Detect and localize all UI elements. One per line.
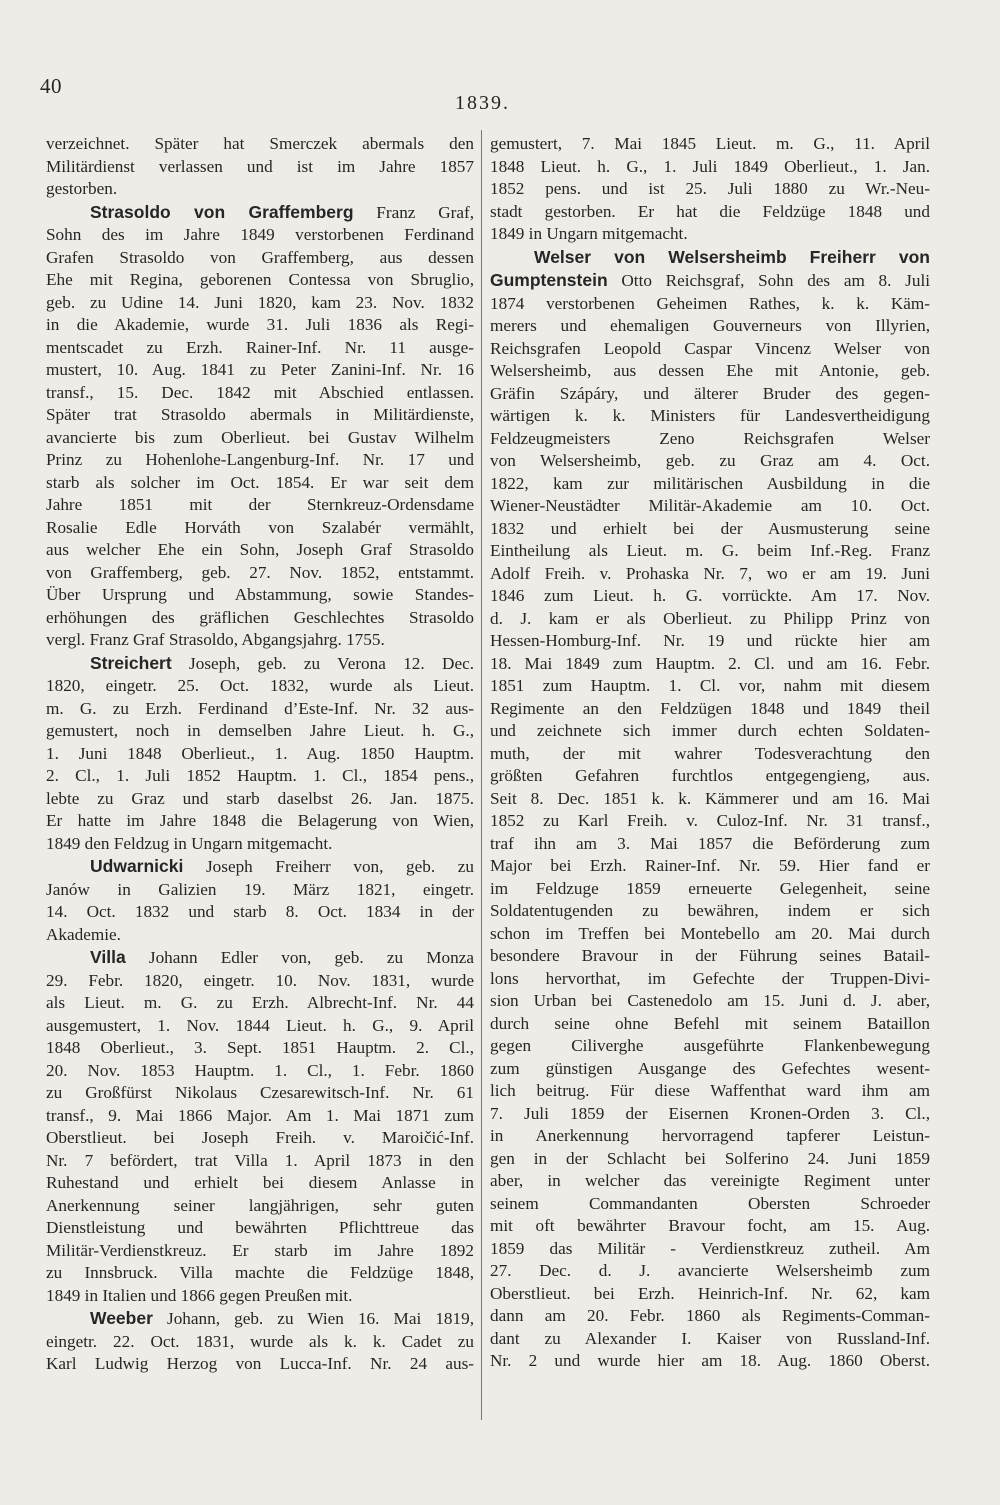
line-text: Über Ursprung und Abstammung, sowie Standes- <box>46 585 474 604</box>
page-number: 40 <box>40 74 62 98</box>
text-line <box>46 901 474 924</box>
line-text: Seit 8. Dec. 1851 k. k. Kämmerer und am 16. Mai <box>490 788 930 808</box>
text-line <box>46 675 474 698</box>
line-text: 1874 verstorbenen Geheimen Rathes, k. k. Käm- <box>490 293 930 313</box>
text-line <box>490 293 930 316</box>
text-line <box>46 924 474 947</box>
text-line <box>46 1127 474 1150</box>
line-text: 1848 Lieut. h. G., 1. Juli 1849 Oberlieut., 1. Jan. <box>490 156 930 176</box>
line-text: mit oft bewährter Bravour focht, am 15. Aug. <box>490 1216 930 1235</box>
text-line <box>46 1217 474 1240</box>
text-line <box>490 833 930 856</box>
line-text: Nr. 7 befördert, trat Villa 1. April 1873 in den <box>46 1150 474 1170</box>
text-line <box>490 630 930 653</box>
text-line <box>490 810 930 833</box>
text-line <box>46 539 474 562</box>
text-line <box>46 584 474 607</box>
line-text: Wiener-Neustädter Militär-Akademie am 10. Oct. <box>490 496 930 515</box>
text-line <box>490 1058 930 1081</box>
line-text: Feldzeugmeisters Zeno Reichsgrafen Welser <box>490 428 930 448</box>
text-line <box>490 698 930 721</box>
text-line <box>46 449 474 472</box>
text-line <box>46 1262 474 1285</box>
text-line <box>46 427 474 450</box>
line-text: seinem Commandanten Obersten Schroeder <box>490 1193 930 1213</box>
line-text: 1846 zum Lieut. h. G. vorrückte. Am 17. Nov. <box>490 586 930 605</box>
line-text: Später trat Strasoldo abermals in Militärdienste, <box>46 405 474 424</box>
text-line <box>490 585 930 608</box>
text-line <box>46 743 474 766</box>
line-text: zu Großfürst Nikolaus Czesarewitsch-Inf. Nr. 61 <box>46 1083 474 1102</box>
text-line <box>46 855 474 879</box>
text-line <box>46 1353 474 1376</box>
line-text: muth, der mit wahrer Todesverachtung den <box>490 743 930 763</box>
line-text: mustert, 10. Aug. 1841 zu Peter Zanini-Inf. Nr. 16 <box>46 360 474 379</box>
text-line <box>490 990 930 1013</box>
text-line <box>490 1305 930 1328</box>
text-line <box>46 1015 474 1038</box>
line-text: schon im Treffen bei Montebello am 20. Mai durch <box>490 923 930 943</box>
text-line <box>46 833 474 856</box>
line-text: 1849 den Feldzug in Ungarn mitgemacht. <box>46 833 333 853</box>
text-line <box>490 495 930 518</box>
text-line <box>46 337 474 360</box>
text-line <box>490 133 930 156</box>
line-text: 1852 zu Karl Freih. v. Culoz-Inf. Nr. 31 transf., <box>490 811 930 830</box>
line-text: Grafen Strasoldo von Graffemberg, aus dessen <box>46 247 474 267</box>
line-text: von Welsersheimb, geb. zu Graz am 4. Oct. <box>490 451 930 470</box>
text-line <box>46 970 474 993</box>
line-text: erhöhungen des gräflichen Geschlechtes Strasoldo <box>46 607 474 627</box>
text-line <box>46 269 474 292</box>
line-text: Karl Ludwig Herzog von Lucca-Inf. Nr. 24 aus- <box>46 1354 474 1373</box>
line-text: als Lieut. m. G. zu Erzh. Albrecht-Inf. Nr. 44 <box>46 993 474 1012</box>
text-line <box>46 810 474 833</box>
line-text: Nr. 2 und wurde hier am 18. Aug. 1860 Oberst. <box>490 1351 930 1370</box>
text-line <box>490 1013 930 1036</box>
text-line <box>490 1035 930 1058</box>
text-line <box>490 1350 930 1373</box>
text-line <box>490 223 930 246</box>
line-text: Franz Graf, <box>353 202 474 222</box>
text-line <box>490 1238 930 1261</box>
text-line <box>46 472 474 495</box>
entry-name: Weeber <box>90 1308 153 1328</box>
line-text: Hessen-Homburg-Inf. Nr. 19 und rückte hier am <box>490 631 930 650</box>
text-line <box>490 473 930 496</box>
line-text: sion Urban bei Castenedolo am 15. Juni d. J. aber, <box>490 991 930 1010</box>
text-line <box>490 1328 930 1351</box>
text-line <box>46 178 474 201</box>
text-line <box>490 788 930 811</box>
text-line <box>46 879 474 902</box>
text-line <box>490 765 930 788</box>
text-line <box>490 383 930 406</box>
line-text: 2. Cl., 1. Juli 1852 Hauptm. 1. Cl., 1854 pens., <box>46 766 474 785</box>
text-line <box>490 518 930 541</box>
text-line <box>46 562 474 585</box>
line-text: d. J. kam er als Oberlieut. zu Philipp Prinz von <box>490 608 930 628</box>
line-text: eingetr. 22. Oct. 1831, wurde als k. k. Cadet zu <box>46 1331 474 1351</box>
text-line <box>46 652 474 676</box>
line-text: 20. Nov. 1853 Hauptm. 1. Cl., 1. Febr. 1860 <box>46 1060 474 1080</box>
line-text: 1852 pens. und ist 25. Juli 1880 zu Wr.-Neu- <box>490 179 930 198</box>
text-line <box>490 178 930 201</box>
line-text: gegen Ciliverghe ausgeführte Flankenbewegung <box>490 1036 930 1055</box>
line-text: Rosalie Edle Horváth von Szalabér vermählt, <box>46 517 474 537</box>
line-text: 14. Oct. 1832 und starb 8. Oct. 1834 in der <box>46 902 474 921</box>
line-text: und zeichnete sich immer durch echten Soldaten- <box>490 721 930 740</box>
line-text: avancierte bis zum Oberlieut. bei Gustav Wilhelm <box>46 427 474 447</box>
line-text: dann am 20. Febr. 1860 als Regiments-Comman- <box>490 1306 930 1325</box>
line-text: Militär-Verdienstkreuz. Er starb im Jahre 1892 <box>46 1240 474 1260</box>
text-line <box>46 698 474 721</box>
text-line <box>46 517 474 540</box>
text-line <box>490 653 930 676</box>
text-line <box>46 1195 474 1218</box>
text-line <box>46 1150 474 1173</box>
text-line <box>46 765 474 788</box>
column-divider <box>481 130 482 1420</box>
text-line <box>46 1331 474 1354</box>
line-text: ausgemustert, 1. Nov. 1844 Lieut. h. G., 9. April <box>46 1015 474 1035</box>
text-line <box>46 224 474 247</box>
text-line <box>490 945 930 968</box>
text-line <box>490 1125 930 1148</box>
line-text: aus welcher Ehe ein Sohn, Joseph Graf Strasoldo <box>46 540 474 559</box>
line-text: Oberstlieut. bei Joseph Freih. v. Maroičić-Inf. <box>46 1128 474 1147</box>
line-text: in die Akademie, wurde 31. Juli 1836 als Regi- <box>46 315 474 334</box>
text-line <box>46 1307 474 1331</box>
text-line <box>490 1148 930 1171</box>
line-text: aber, in welcher das vereinigte Regiment unter <box>490 1171 930 1190</box>
line-text: transf., 15. Dec. 1842 mit Abschied entlassen. <box>46 382 474 402</box>
line-text: 27. Dec. d. J. avancierte Welsersheimb zum <box>490 1261 930 1280</box>
text-line <box>490 1170 930 1193</box>
line-text: Regimente an den Feldzügen 1848 und 1849 theil <box>490 698 930 718</box>
text-line <box>46 292 474 315</box>
line-text: Adolf Freih. v. Prohaska Nr. 7, wo er am 19. Juni <box>490 563 930 583</box>
text-line <box>490 315 930 338</box>
line-text: gemustert, 7. Mai 1845 Lieut. m. G., 11. April <box>490 134 930 153</box>
line-text: merers und ehemaligen Gouverneurs von Illyrien, <box>490 316 930 335</box>
text-line <box>46 629 474 652</box>
text-line <box>490 900 930 923</box>
line-text: lons hervorthat, im Gefechte der Truppen-Divi- <box>490 968 930 988</box>
text-line <box>490 201 930 224</box>
line-text: Er hatte im Jahre 1848 die Belagerung von Wien, <box>46 811 474 830</box>
line-text: m. G. zu Erzh. Ferdinand d’Este-Inf. Nr. 32 aus- <box>46 698 474 718</box>
text-line <box>46 382 474 405</box>
text-line <box>490 1283 930 1306</box>
line-text: lebte zu Graz und starb daselbst 26. Jan. 1875. <box>46 788 474 808</box>
text-line <box>490 246 930 270</box>
text-line <box>46 201 474 225</box>
line-text: Ehe mit Regina, geborenen Contessa von Sbruglio, <box>46 270 474 289</box>
line-text: zum günstigen Ausgange des Gefechtes wesent- <box>490 1058 930 1078</box>
entry-name: Villa <box>90 947 126 967</box>
line-text: geb. zu Udine 14. Juni 1820, kam 23. Nov. 1832 <box>46 292 474 312</box>
line-text: größten Gefahren furchtlos entgegengieng, aus. <box>490 766 930 785</box>
text-line <box>490 608 930 631</box>
line-text: Soldatentugenden zu bewähren, indem er sich <box>490 901 930 920</box>
text-line <box>46 314 474 337</box>
line-text: Jahre 1851 mit der Sternkreuz-Ordensdame <box>46 495 474 514</box>
text-line <box>490 269 930 293</box>
line-text: Janów in Galizien 19. März 1821, eingetr. <box>46 879 474 899</box>
line-text: Dienstleistung und bewährten Pflichttreue das <box>46 1218 474 1237</box>
text-line <box>46 1037 474 1060</box>
text-line <box>490 1103 930 1126</box>
text-line <box>490 968 930 991</box>
line-text: Oberstlieut. bei Erzh. Heinrich-Inf. Nr. 62, kam <box>490 1283 930 1303</box>
text-line <box>46 1060 474 1083</box>
entry-name: Udwarnicki <box>90 856 184 876</box>
text-line <box>46 404 474 427</box>
line-text: 18. Mai 1849 zum Hauptm. 2. Cl. und am 16. Febr. <box>490 653 930 673</box>
line-text: dant zu Alexander I. Kaiser von Russland-Inf. <box>490 1328 930 1348</box>
line-text: 1851 zum Hauptm. 1. Cl. vor, nahm mit diesem <box>490 676 930 695</box>
line-text: im Feldzuge 1859 erneuerte Gelegenheit, seine <box>490 878 930 898</box>
line-text: lich beitrug. Für diese Waffenthat ward ihm am <box>490 1081 930 1100</box>
line-text: starb als solcher im Oct. 1854. Er war seit dem <box>46 472 474 492</box>
entry-name: Streichert <box>90 652 172 673</box>
text-column-left <box>46 133 474 1376</box>
line-text: 1848 Oberlieut., 3. Sept. 1851 Hauptm. 2. Cl., <box>46 1038 474 1057</box>
running-head-year: 1839. <box>455 92 510 114</box>
line-text: Anerkennung seiner langjährigen, sehr guten <box>46 1195 474 1215</box>
line-text: 7. Juli 1859 der Eisernen Kronen-Orden 3. Cl., <box>490 1103 930 1123</box>
text-line <box>46 1240 474 1263</box>
line-text: stadt gestorben. Er hat die Feldzüge 1848 und <box>490 201 930 221</box>
text-line <box>46 1285 474 1308</box>
text-line <box>490 450 930 473</box>
text-line <box>46 247 474 270</box>
line-text: 1849 in Ungarn mitgemacht. <box>490 224 688 243</box>
entry-name: Strasoldo von Graffemberg <box>90 201 354 222</box>
line-text: Johann Edler von, geb. zu Monza <box>125 948 474 967</box>
line-text: vergl. Franz Graf Strasoldo, Abgangsjahrg. 1755. <box>46 630 385 649</box>
text-line <box>490 338 930 361</box>
text-line <box>46 992 474 1015</box>
line-text: zu Innsbruck. Villa machte die Feldzüge 1848, <box>46 1263 474 1282</box>
text-line <box>490 743 930 766</box>
line-text: 1. Juni 1848 Oberlieut., 1. Aug. 1850 Hauptm. <box>46 743 474 763</box>
line-text: 1832 und erhielt bei der Ausmusterung seine <box>490 518 930 538</box>
line-text: traf ihn am 3. Mai 1857 die Beförderung zum <box>490 833 930 853</box>
line-text: mentscadet zu Erzh. Rainer-Inf. Nr. 11 ausge- <box>46 337 474 357</box>
entry-name: Gumptenstein <box>490 270 608 290</box>
line-text: verzeichnet. Später hat Smerczek abermals den <box>46 134 474 153</box>
line-text: Akademie. <box>46 924 121 944</box>
text-line <box>490 1215 930 1238</box>
line-text: 1822, kam zur militärischen Ausbildung in die <box>490 473 930 493</box>
text-line <box>46 607 474 630</box>
line-text: besondere Bravour in der Führung seines Batail- <box>490 946 930 965</box>
text-line <box>490 923 930 946</box>
line-text: Ruhestand und erhielt bei diesem Anlasse in <box>46 1173 474 1192</box>
text-line <box>46 1105 474 1128</box>
line-text: von Graffemberg, geb. 27. Nov. 1852, entstammt. <box>46 562 474 582</box>
line-text: gen in der Schlacht bei Solferino 24. Juni 1859 <box>490 1148 930 1168</box>
text-line <box>46 133 474 156</box>
line-text: Eintheilung als Lieut. m. G. beim Inf.-Reg. Franz <box>490 541 930 560</box>
line-text: Major bei Erzh. Rainer-Inf. Nr. 59. Hier fand er <box>490 856 930 875</box>
line-text: Welsersheimb, aus dessen Ehe mit Antonie, geb. <box>490 361 930 380</box>
line-text: Otto Reichsgraf, Sohn des am 8. Juli <box>607 271 930 290</box>
text-line <box>490 405 930 428</box>
text-line <box>46 494 474 517</box>
text-line <box>490 360 930 383</box>
line-text: gestorben. <box>46 179 118 198</box>
text-line <box>490 1193 930 1216</box>
text-line <box>490 855 930 878</box>
line-text: in Anerkennung hervorragend tapferer Leistun- <box>490 1126 930 1145</box>
line-text: Militärdienst verlassen und ist im Jahre 1857 <box>46 156 474 176</box>
text-line <box>46 788 474 811</box>
text-line <box>46 1082 474 1105</box>
text-line <box>490 675 930 698</box>
line-text: durch seine ohne Befehl mit seinem Bataillon <box>490 1013 930 1033</box>
line-text: transf., 9. Mai 1866 Major. Am 1. Mai 1871 zum <box>46 1105 474 1125</box>
line-text: 1859 das Militär - Verdienstkreuz zutheil. Am <box>490 1238 930 1258</box>
text-line <box>46 1172 474 1195</box>
text-line <box>490 563 930 586</box>
line-text: 29. Febr. 1820, eingetr. 10. Nov. 1831, wurde <box>46 970 474 990</box>
line-text: Reichsgrafen Leopold Caspar Vincenz Welser von <box>490 338 930 358</box>
line-text: Sohn des im Jahre 1849 verstorbenen Ferdinand <box>46 225 474 244</box>
entry-name: Welser von Welsersheimb Freiherr von <box>534 246 930 267</box>
text-line <box>46 156 474 179</box>
line-text: Gräfin Szápáry, und älterer Bruder des gegen- <box>490 383 930 403</box>
line-text: Joseph Freiherr von, geb. zu <box>183 857 474 876</box>
text-line <box>490 878 930 901</box>
text-line <box>46 359 474 382</box>
text-column-right <box>490 133 930 1373</box>
text-line <box>46 720 474 743</box>
line-text: gemustert, noch in demselben Jahre Lieut. h. G., <box>46 721 474 740</box>
text-line <box>46 946 474 970</box>
text-line <box>490 540 930 563</box>
text-line <box>490 156 930 179</box>
text-line <box>490 720 930 743</box>
text-line <box>490 1260 930 1283</box>
line-text: Prinz zu Hohenlohe-Langenburg-Inf. Nr. 17 und <box>46 450 474 469</box>
text-line <box>490 1080 930 1103</box>
line-text: wärtigen k. k. Ministers für Landesvertheidigung <box>490 406 930 425</box>
text-line <box>490 428 930 451</box>
line-text: 1849 in Italien und 1866 gegen Preußen mit. <box>46 1285 353 1305</box>
line-text: 1820, eingetr. 25. Oct. 1832, wurde als Lieut. <box>46 676 474 695</box>
line-text: Joseph, geb. zu Verona 12. Dec. <box>171 653 474 673</box>
line-text: Johann, geb. zu Wien 16. Mai 1819, <box>152 1309 474 1328</box>
